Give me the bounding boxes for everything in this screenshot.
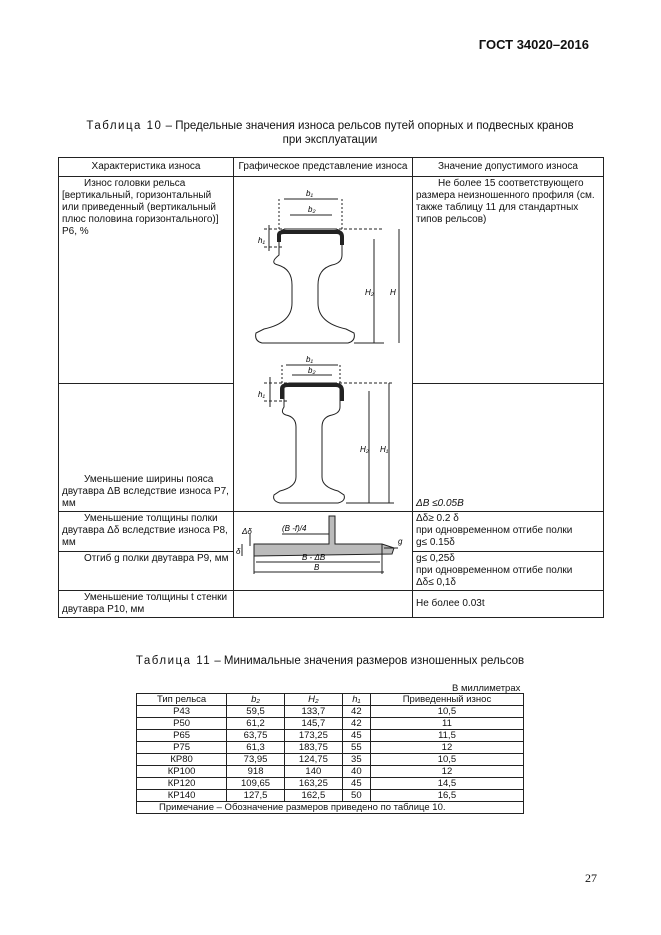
t11-header-h1: h₁ <box>342 694 370 706</box>
flange-bend-value-3: Δδ≤ 0,1δ <box>416 576 456 588</box>
table11-note: Примечание – Обозначение размеров приведено по таблице 10. <box>137 802 524 814</box>
cell: 133,7 <box>284 706 342 718</box>
label-bf4: (B -f)/4 <box>282 524 307 533</box>
label-B-minus-dB: B - ΔB <box>302 553 326 562</box>
t11-header-b2: b₂ <box>227 694 285 706</box>
cell: 50 <box>342 790 370 802</box>
cell: 183,75 <box>284 742 342 754</box>
cell: 55 <box>342 742 370 754</box>
t11-header-type: Тип рельса <box>137 694 227 706</box>
rail-profiles-drawing <box>234 177 412 507</box>
row-flange-width-value: ΔB ≤0.05B <box>413 383 604 511</box>
table10-header-graphic: Графическое представление износа <box>234 158 413 177</box>
table11 <box>136 693 524 814</box>
cell: Р75 <box>137 742 227 754</box>
flange-bend-value-2: при одновременном отгибе полки <box>416 564 573 576</box>
cell: 918 <box>227 766 285 778</box>
flange-thickness-value-2: при одновременном отгибе полки <box>416 525 573 536</box>
flange-bend-value-1: g≤ 0,25δ <box>416 552 455 564</box>
i-beam-flange-drawing <box>234 512 412 586</box>
table11-caption <box>58 655 602 667</box>
cell: 140 <box>284 766 342 778</box>
cell: 14,5 <box>370 778 523 790</box>
cell: КР140 <box>137 790 227 802</box>
table-row <box>137 742 524 754</box>
cell: 124,75 <box>284 754 342 766</box>
cell: КР120 <box>137 778 227 790</box>
label-b2-bottom: b₂ <box>308 366 316 375</box>
label-H-top: H <box>390 288 396 297</box>
crane-rail-worn-head <box>279 232 342 245</box>
label-H2-top: H₂ <box>365 288 374 297</box>
label-b2-top: b₂ <box>308 205 316 214</box>
cell: 63,75 <box>227 730 285 742</box>
table11-header-row <box>137 694 524 706</box>
cell: 109,65 <box>227 778 285 790</box>
rail-profile-worn-head <box>282 385 342 401</box>
cell: 10,5 <box>370 706 523 718</box>
row-flange-thickness-value <box>413 512 604 552</box>
cell: 145,7 <box>284 718 342 730</box>
table-row <box>137 706 524 718</box>
label-delta-delta: Δδ <box>242 527 252 536</box>
cell: 40 <box>342 766 370 778</box>
row-flange-bend-characteristic: Отгиб g полки двутавра P9, мм <box>59 551 234 591</box>
cell: 162,5 <box>284 790 342 802</box>
cell: 45 <box>342 778 370 790</box>
t11-header-H2: H₂ <box>284 694 342 706</box>
table10-header-value: Значение допустимого износа <box>413 158 604 177</box>
label-b1-top: b₁ <box>306 189 313 198</box>
cell: 42 <box>342 706 370 718</box>
table11-label: Таблица 11 <box>135 655 212 667</box>
table10 <box>58 157 604 618</box>
flange-thickness-value-3: g≤ 0.15δ <box>416 537 455 548</box>
cell: 61,2 <box>227 718 285 730</box>
row-flange-bend-value <box>413 551 604 591</box>
table10-title-line2: при эксплуатации <box>282 134 378 146</box>
cell: 127,5 <box>227 790 285 802</box>
crane-rail-outline <box>256 229 355 343</box>
row-flange-width-characteristic: Уменьшение ширины пояса двутавра ΔB вследствие износа P7, мм <box>59 383 234 511</box>
cell: 42 <box>342 718 370 730</box>
cell: 10,5 <box>370 754 523 766</box>
cell: Р65 <box>137 730 227 742</box>
table10-header-row <box>59 158 604 177</box>
cell: 12 <box>370 766 523 778</box>
i-beam-flange-graphic <box>234 512 413 591</box>
table10-row-web-thickness <box>59 591 604 618</box>
cell: Р43 <box>137 706 227 718</box>
cell: КР100 <box>137 766 227 778</box>
flange-worn-outline <box>254 516 394 556</box>
label-delta: δ <box>236 547 241 556</box>
table10-title: – Предельные значения износа рельсов путей опорных и подвесных кранов <box>162 120 574 132</box>
cell: КР80 <box>137 754 227 766</box>
table-row <box>137 766 524 778</box>
table11-units: В миллиметрах <box>452 683 521 694</box>
document-code: ГОСТ 34020–2016 <box>478 37 589 52</box>
label-b1-bottom: b₁ <box>306 355 313 364</box>
label-h1-bottom: h₁ <box>258 390 265 399</box>
table-row <box>137 778 524 790</box>
flange-thickness-value-1: Δδ≥ 0.2 δ <box>416 513 459 524</box>
cell: 16,5 <box>370 790 523 802</box>
table-row <box>137 790 524 802</box>
cell: 11,5 <box>370 730 523 742</box>
label-B: B <box>314 563 320 572</box>
table10-caption <box>58 119 602 147</box>
page-number: 27 <box>585 871 597 885</box>
table10-header-characteristic: Характеристика износа <box>59 158 234 177</box>
cell: 173,25 <box>284 730 342 742</box>
row-web-thickness-characteristic: Уменьшение толщины t стенки двутавра P10, мм <box>59 591 234 618</box>
row-head-wear-value: Не более 15 соответствующего размера неизношенного профиля (см. также таблицу 11 для стандартных типов рельсов) <box>413 177 604 384</box>
row-flange-thickness-characteristic: Уменьшение толщины полки двутавра Δδ вследствие износа P8, мм <box>59 512 234 552</box>
row-web-thickness-value: Не более 0.03t <box>413 591 604 618</box>
table-row <box>137 730 524 742</box>
cell: 61,3 <box>227 742 285 754</box>
cell: 163,25 <box>284 778 342 790</box>
cell: Р50 <box>137 718 227 730</box>
label-H1-bottom: H₁ <box>380 445 389 454</box>
cell: 45 <box>342 730 370 742</box>
table-row <box>137 754 524 766</box>
table-row <box>137 718 524 730</box>
cell: 59,5 <box>227 706 285 718</box>
table11-title: – Минимальные значения размеров изношенных рельсов <box>211 655 525 667</box>
table10-label: Таблица 10 <box>86 120 163 132</box>
table10-row-flange-thickness <box>59 512 604 552</box>
cell: 73,95 <box>227 754 285 766</box>
cell: 11 <box>370 718 523 730</box>
t11-header-reduced-wear: Приведенный износ <box>370 694 523 706</box>
label-h1-top: h₁ <box>258 236 265 245</box>
cell: 12 <box>370 742 523 754</box>
rail-profiles-graphic <box>234 177 413 512</box>
cell: 35 <box>342 754 370 766</box>
row-head-wear-characteristic: Износ головки рельса [вертикальный, горизонтальный или приведенный (вертикальный плюс половина горизонтального)] P6, % <box>59 177 234 384</box>
row-web-thickness-graphic <box>234 591 413 618</box>
label-H2-bottom: H₂ <box>360 445 369 454</box>
table11-note-row <box>137 802 524 814</box>
label-g: g <box>398 537 403 546</box>
table10-row-head-wear <box>59 177 604 384</box>
